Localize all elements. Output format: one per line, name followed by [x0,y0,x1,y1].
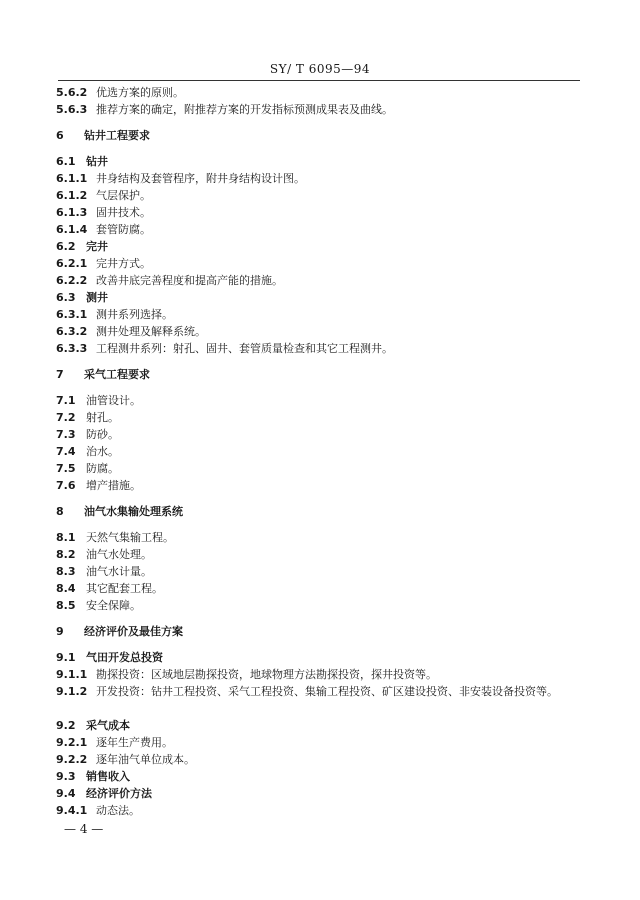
clause-8-4: 8.4 其它配套工程。 [56,582,163,595]
clause-6-1-3: 6.1.3 固井技术。 [56,206,151,219]
chapter-9-heading: 9 经济评价及最佳方案 [56,625,183,638]
section-9-4-heading: 9.4 经济评价方法 [56,787,152,800]
clause-7-6: 7.6 增产措施。 [56,479,141,492]
document-body [56,84,586,819]
section-6-3-heading: 6.3 测井 [56,291,108,304]
clause-5-6-2: 5.6.2 优选方案的原则。 [56,86,184,99]
section-6-1-heading: 6.1 钻井 [56,155,108,168]
clause-7-5: 7.5 防腐。 [56,462,119,475]
clause-6-3-3: 6.3.3 工程测井系列：射孔、固井、套管质量检查和其它工程测井。 [56,342,393,355]
clause-9-2-2: 9.2.2 逐年油气单位成本。 [56,753,195,766]
clause-7-4: 7.4 治水。 [56,445,119,458]
clause-6-2-2: 6.2.2 改善井底完善程度和提高产能的措施。 [56,274,283,287]
standard-code-header: SY/ T 6095—94 [269,62,371,76]
chapter-8-heading: 8 油气水集输处理系统 [56,505,183,518]
clause-6-3-2: 6.3.2 测井处理及解释系统。 [56,325,206,338]
clause-6-2-1: 6.2.1 完井方式。 [56,257,151,270]
clause-9-1-1: 9.1.1 勘探投资：区域地层勘探投资，地球物理方法勘探投资，探井投资等。 [56,668,437,681]
clause-8-2: 8.2 油气水处理。 [56,548,152,561]
chapter-7-heading: 7 采气工程要求 [56,368,150,381]
clause-9-4-1: 9.4.1 动态法。 [56,804,140,817]
clause-8-3: 8.3 油气水计量。 [56,565,152,578]
clause-7-2: 7.2 射孔。 [56,411,119,424]
section-9-2-heading: 9.2 采气成本 [56,719,130,732]
clause-7-3: 7.3 防砂。 [56,428,119,441]
page-number: — 4 — [64,822,104,836]
header-rule [58,80,580,81]
chapter-6-heading: 6 钻井工程要求 [56,129,150,142]
clause-8-1: 8.1 天然气集输工程。 [56,531,174,544]
clause-6-1-4: 6.1.4 套管防腐。 [56,223,151,236]
clause-9-1-2: 9.1.2 开发投资：钻井工程投资、采气工程投资、集输工程投资、矿区建设投资、非安装设备投资等。 [56,685,558,698]
clause-8-5: 8.5 安全保障。 [56,599,141,612]
clause-9-2-1: 9.2.1 逐年生产费用。 [56,736,173,749]
clause-5-6-3: 5.6.3 推荐方案的确定，附推荐方案的开发指标预测成果表及曲线。 [56,103,393,116]
section-9-3-heading: 9.3 销售收入 [56,770,130,783]
clause-6-1-2: 6.1.2 气层保护。 [56,189,151,202]
section-9-1-heading: 9.1 气田开发总投资 [56,651,163,664]
clause-6-3-1: 6.3.1 测井系列选择。 [56,308,173,321]
clause-7-1: 7.1 油管设计。 [56,394,141,407]
clause-6-1-1: 6.1.1 井身结构及套管程序，附井身结构设计图。 [56,172,305,185]
section-6-2-heading: 6.2 完井 [56,240,108,253]
